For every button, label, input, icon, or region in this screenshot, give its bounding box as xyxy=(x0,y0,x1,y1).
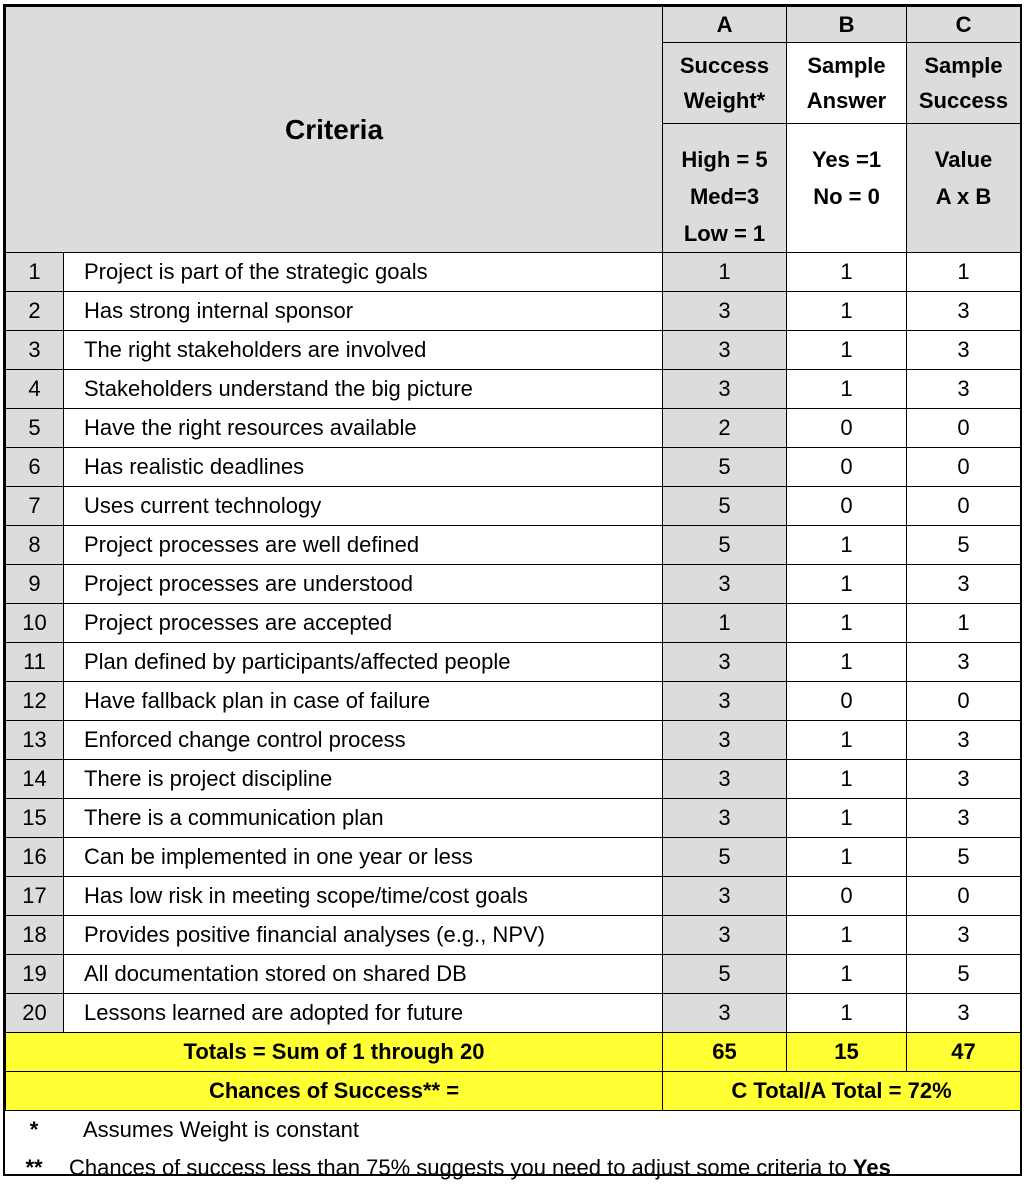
row-answer-b: 1 xyxy=(787,370,907,409)
criteria-row xyxy=(6,526,1021,565)
row-criteria: Has low risk in meeting scope/time/cost goals xyxy=(64,877,663,916)
row-weight-a: 5 xyxy=(663,955,787,994)
row-number: 14 xyxy=(6,760,64,799)
row-weight-a: 5 xyxy=(663,487,787,526)
total-c: 47 xyxy=(907,1033,1021,1072)
row-number: 19 xyxy=(6,955,64,994)
criteria-row xyxy=(6,604,1021,643)
footnote-row xyxy=(5,1149,1020,1187)
row-number: 16 xyxy=(6,838,64,877)
row-value-c: 3 xyxy=(907,643,1021,682)
success-criteria-sheet xyxy=(3,4,1022,1180)
criteria-row xyxy=(6,916,1021,955)
footnote-mark: ** xyxy=(25,1155,43,1180)
row-answer-b: 1 xyxy=(787,721,907,760)
criteria-row xyxy=(6,292,1021,331)
row-number: 6 xyxy=(6,448,64,487)
col-c-scale xyxy=(907,124,1021,253)
criteria-row xyxy=(6,643,1021,682)
row-weight-a: 3 xyxy=(663,721,787,760)
row-criteria: There is a communication plan xyxy=(64,799,663,838)
row-answer-b: 1 xyxy=(787,604,907,643)
row-criteria: Plan defined by participants/affected people xyxy=(64,643,663,682)
criteria-row xyxy=(6,877,1021,916)
row-number: 7 xyxy=(6,487,64,526)
row-answer-b: 1 xyxy=(787,526,907,565)
criteria-row xyxy=(6,721,1021,760)
footnote-mark: * xyxy=(29,1117,39,1142)
row-number: 9 xyxy=(6,565,64,604)
row-value-c: 3 xyxy=(907,721,1021,760)
col-a-scale-high: High = 5 xyxy=(681,147,768,172)
col-a-title xyxy=(663,43,787,124)
row-value-c: 5 xyxy=(907,526,1021,565)
col-a-title-line1: Success xyxy=(679,53,770,78)
row-value-c: 0 xyxy=(907,682,1021,721)
row-value-c: 3 xyxy=(907,331,1021,370)
criteria-row xyxy=(6,682,1021,721)
col-c-letter: C xyxy=(907,7,1021,43)
criteria-row xyxy=(6,409,1021,448)
row-weight-a: 3 xyxy=(663,643,787,682)
row-criteria: Project processes are well defined xyxy=(64,526,663,565)
row-criteria: Can be implemented in one year or less xyxy=(64,838,663,877)
col-a-scale-med: Med=3 xyxy=(689,184,760,209)
row-value-c: 0 xyxy=(907,487,1021,526)
row-answer-b: 1 xyxy=(787,799,907,838)
row-criteria: Project processes are accepted xyxy=(64,604,663,643)
row-answer-b: 1 xyxy=(787,565,907,604)
row-criteria: Has strong internal sponsor xyxy=(64,292,663,331)
row-number: 10 xyxy=(6,604,64,643)
row-weight-a: 3 xyxy=(663,760,787,799)
col-b-letter: B xyxy=(787,7,907,43)
criteria-header: Criteria xyxy=(6,7,663,253)
criteria-row xyxy=(6,994,1021,1033)
row-answer-b: 0 xyxy=(787,448,907,487)
col-b-title-line2: Answer xyxy=(806,88,887,113)
row-value-c: 3 xyxy=(907,565,1021,604)
row-number: 17 xyxy=(6,877,64,916)
col-c-title xyxy=(907,43,1021,124)
col-c-scale-line1: Value xyxy=(934,147,993,172)
criteria-row xyxy=(6,253,1021,292)
row-criteria: Provides positive financial analyses (e.g., NPV) xyxy=(64,916,663,955)
row-criteria: Stakeholders understand the big picture xyxy=(64,370,663,409)
row-answer-b: 1 xyxy=(787,838,907,877)
col-a-title-line2: Weight* xyxy=(683,88,766,113)
row-value-c: 3 xyxy=(907,916,1021,955)
criteria-rows xyxy=(6,253,1021,1033)
footnote-text-bold: Yes xyxy=(852,1155,891,1180)
chances-label: Chances of Success** = xyxy=(6,1072,663,1111)
row-weight-a: 3 xyxy=(663,370,787,409)
row-weight-a: 5 xyxy=(663,526,787,565)
row-weight-a: 3 xyxy=(663,331,787,370)
criteria-row xyxy=(6,799,1021,838)
row-weight-a: 3 xyxy=(663,292,787,331)
criteria-row xyxy=(6,565,1021,604)
col-b-scale xyxy=(787,124,907,253)
row-number: 18 xyxy=(6,916,64,955)
row-weight-a: 3 xyxy=(663,877,787,916)
row-answer-b: 1 xyxy=(787,916,907,955)
chances-value: C Total/A Total = 72% xyxy=(663,1072,1021,1111)
row-value-c: 3 xyxy=(907,760,1021,799)
row-answer-b: 0 xyxy=(787,409,907,448)
row-number: 3 xyxy=(6,331,64,370)
criteria-row xyxy=(6,370,1021,409)
row-number: 15 xyxy=(6,799,64,838)
criteria-row xyxy=(6,487,1021,526)
row-number: 2 xyxy=(6,292,64,331)
row-number: 8 xyxy=(6,526,64,565)
col-a-letter: A xyxy=(663,7,787,43)
col-b-title-line1: Sample xyxy=(807,53,886,78)
row-weight-a: 2 xyxy=(663,409,787,448)
row-value-c: 0 xyxy=(907,877,1021,916)
criteria-row xyxy=(6,760,1021,799)
row-weight-a: 5 xyxy=(663,838,787,877)
criteria-row xyxy=(6,955,1021,994)
row-value-c: 3 xyxy=(907,292,1021,331)
row-value-c: 0 xyxy=(907,448,1021,487)
total-b: 15 xyxy=(787,1033,907,1072)
row-answer-b: 1 xyxy=(787,994,907,1033)
col-c-scale-line2: A x B xyxy=(935,184,992,209)
row-answer-b: 1 xyxy=(787,292,907,331)
row-number: 12 xyxy=(6,682,64,721)
col-b-scale-yes: Yes =1 xyxy=(811,147,882,172)
row-answer-b: 1 xyxy=(787,253,907,292)
row-number: 1 xyxy=(6,253,64,292)
row-criteria: Lessons learned are adopted for future xyxy=(64,994,663,1033)
row-answer-b: 1 xyxy=(787,643,907,682)
footnote-text: Assumes Weight is constant xyxy=(83,1117,359,1142)
col-b-title xyxy=(787,43,907,124)
row-answer-b: 0 xyxy=(787,877,907,916)
footnote-row xyxy=(5,1111,1020,1149)
row-weight-a: 3 xyxy=(663,682,787,721)
row-value-c: 1 xyxy=(907,253,1021,292)
row-weight-a: 3 xyxy=(663,565,787,604)
row-criteria: Uses current technology xyxy=(64,487,663,526)
row-answer-b: 0 xyxy=(787,487,907,526)
row-answer-b: 1 xyxy=(787,760,907,799)
row-number: 4 xyxy=(6,370,64,409)
footnote-text-body: Chances of success less than 75% suggests you need to adjust some criteria to xyxy=(69,1155,853,1180)
row-weight-a: 1 xyxy=(663,604,787,643)
row-criteria: Have fallback plan in case of failure xyxy=(64,682,663,721)
row-weight-a: 3 xyxy=(663,916,787,955)
row-value-c: 3 xyxy=(907,799,1021,838)
row-weight-a: 1 xyxy=(663,253,787,292)
row-weight-a: 3 xyxy=(663,994,787,1033)
row-number: 11 xyxy=(6,643,64,682)
col-b-scale-no: No = 0 xyxy=(813,184,880,209)
row-number: 13 xyxy=(6,721,64,760)
col-c-title-line1: Sample xyxy=(924,53,1003,78)
row-value-c: 3 xyxy=(907,994,1021,1033)
row-criteria: The right stakeholders are involved xyxy=(64,331,663,370)
row-value-c: 1 xyxy=(907,604,1021,643)
col-a-scale-low: Low = 1 xyxy=(683,221,766,246)
footnote-text-2 xyxy=(63,1149,1020,1187)
row-weight-a: 5 xyxy=(663,448,787,487)
row-number: 20 xyxy=(6,994,64,1033)
row-criteria: Enforced change control process xyxy=(64,721,663,760)
row-number: 5 xyxy=(6,409,64,448)
row-criteria: All documentation stored on shared DB xyxy=(64,955,663,994)
row-answer-b: 1 xyxy=(787,331,907,370)
row-criteria: Project is part of the strategic goals xyxy=(64,253,663,292)
row-weight-a: 3 xyxy=(663,799,787,838)
row-answer-b: 1 xyxy=(787,955,907,994)
success-criteria-table xyxy=(5,6,1021,1111)
row-criteria: Project processes are understood xyxy=(64,565,663,604)
totals-label: Totals = Sum of 1 through 20 xyxy=(6,1033,663,1072)
footnotes xyxy=(5,1111,1020,1187)
total-a: 65 xyxy=(663,1033,787,1072)
row-value-c: 3 xyxy=(907,370,1021,409)
criteria-row xyxy=(6,331,1021,370)
col-a-scale xyxy=(663,124,787,253)
row-criteria: Have the right resources available xyxy=(64,409,663,448)
row-criteria: There is project discipline xyxy=(64,760,663,799)
row-value-c: 5 xyxy=(907,955,1021,994)
col-c-title-line2: Success xyxy=(918,88,1009,113)
row-value-c: 5 xyxy=(907,838,1021,877)
row-criteria: Has realistic deadlines xyxy=(64,448,663,487)
row-value-c: 0 xyxy=(907,409,1021,448)
row-answer-b: 0 xyxy=(787,682,907,721)
criteria-row xyxy=(6,448,1021,487)
criteria-row xyxy=(6,838,1021,877)
